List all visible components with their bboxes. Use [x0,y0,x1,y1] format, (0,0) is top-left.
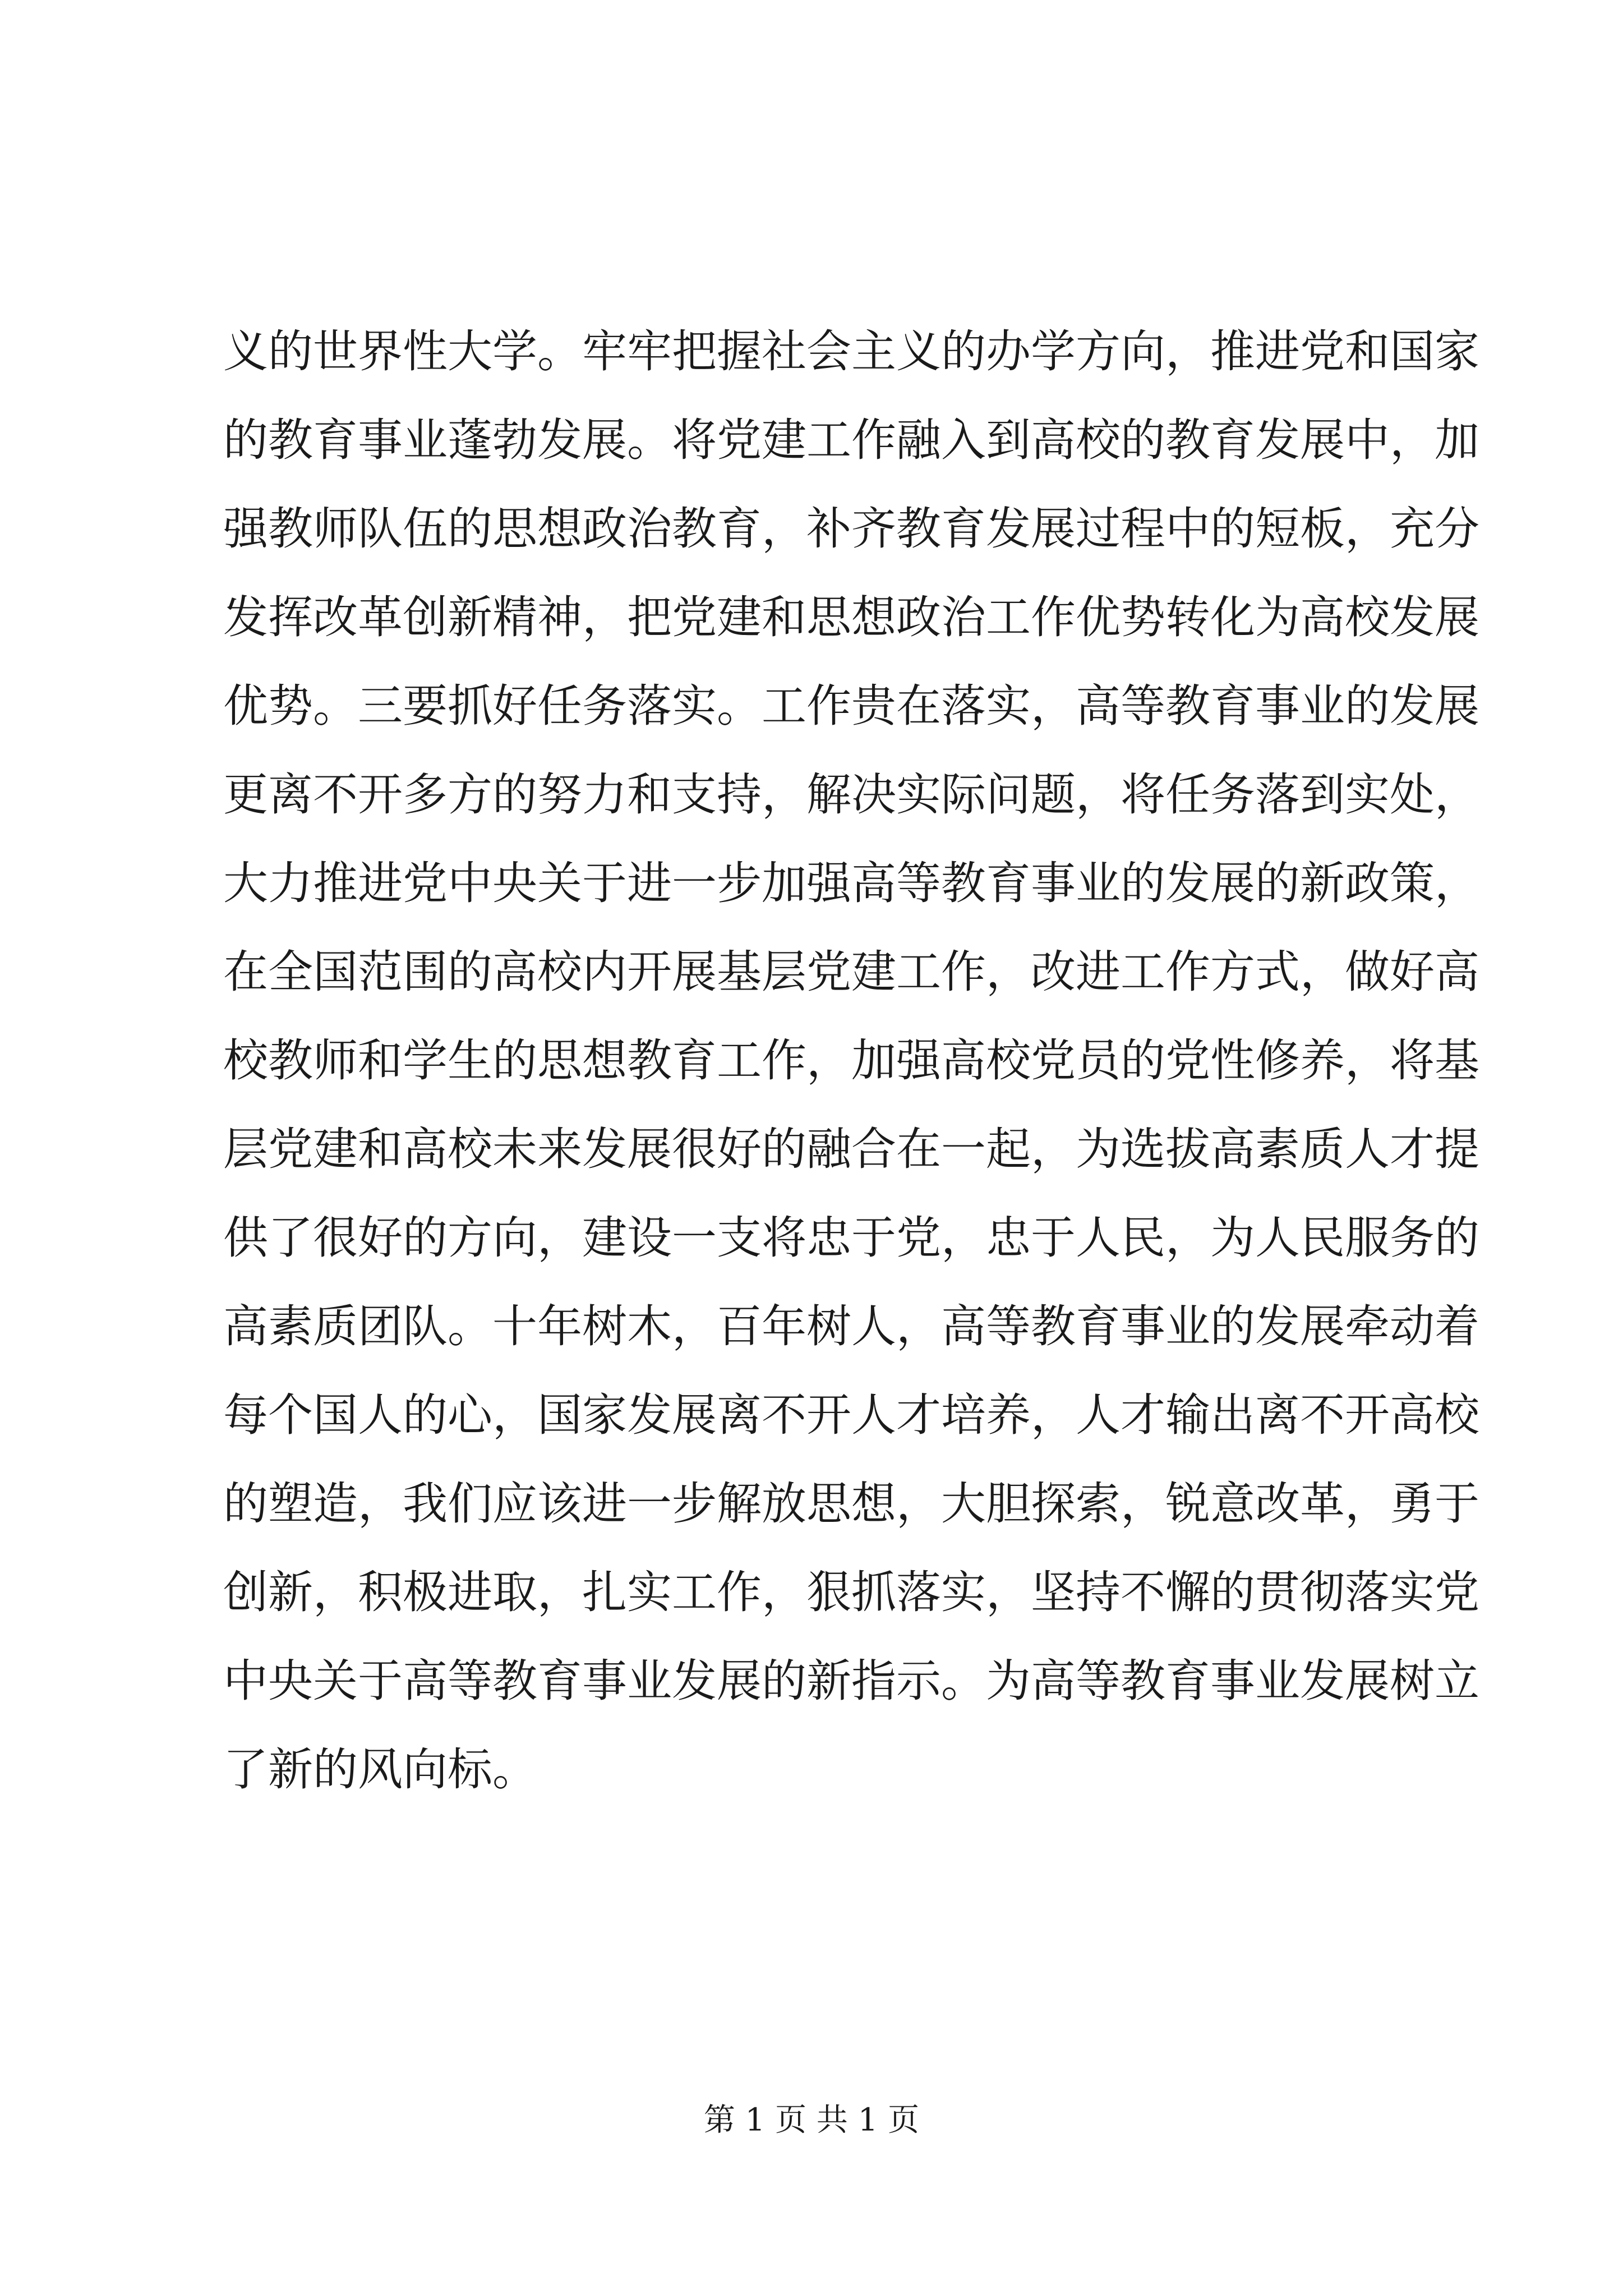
text-line: 大力推进党中央关于进一步加强高等教育事业的发展的新政策， [223,857,1479,909]
text-line: 的塑造，我们应该进一步解放思想，大胆探索，锐意改革，勇于 [223,1478,1479,1530]
text-line: 层党建和高校未来发展很好的融合在一起，为选拔高素质人才提 [223,1123,1479,1175]
text-line: 在全国范围的高校内开展基层党建工作，改进工作方式，做好高 [223,946,1479,998]
text-line: 中央关于高等教育事业发展的新指示。为高等教育事业发展树立 [223,1655,1479,1707]
text-line: 义的世界性大学。牢牢把握社会主义的办学方向，推进党和国家 [223,325,1479,378]
text-line: 的教育事业蓬勃发展。将党建工作融入到高校的教育发展中，加 [223,414,1479,466]
text-line: 更离不开多方的努力和支持，解决实际问题，将任务落到实处， [223,769,1479,821]
text-line: 创新，积极进取，扎实工作，狠抓落实，坚持不懈的贯彻落实党 [223,1566,1479,1618]
text-line: 优势。三要抓好任务落实。工作贵在落实，高等教育事业的发展 [223,680,1479,732]
text-line: 每个国人的心，国家发展离不开人才培养，人才输出离不开高校 [223,1389,1479,1441]
body-paragraph [223,307,1479,1814]
text-line: 校教师和学生的思想教育工作，加强高校党员的党性修养，将基 [223,1034,1479,1087]
text-line: 高素质团队。十年树木，百年树人，高等教育事业的发展牵动着 [223,1300,1479,1352]
text-line: 发挥改革创新精神，把党建和思想政治工作优势转化为高校发展 [223,591,1479,643]
text-line: 供了很好的方向，建设一支将忠于党，忠于人民，为人民服务的 [223,1212,1479,1264]
page-number-footer: 第 1 页 共 1 页 [703,2102,920,2138]
text-line: 了新的风向标。 [223,1743,537,1796]
text-line: 强教师队伍的思想政治教育，补齐教育发展过程中的短板，充分 [223,503,1479,555]
